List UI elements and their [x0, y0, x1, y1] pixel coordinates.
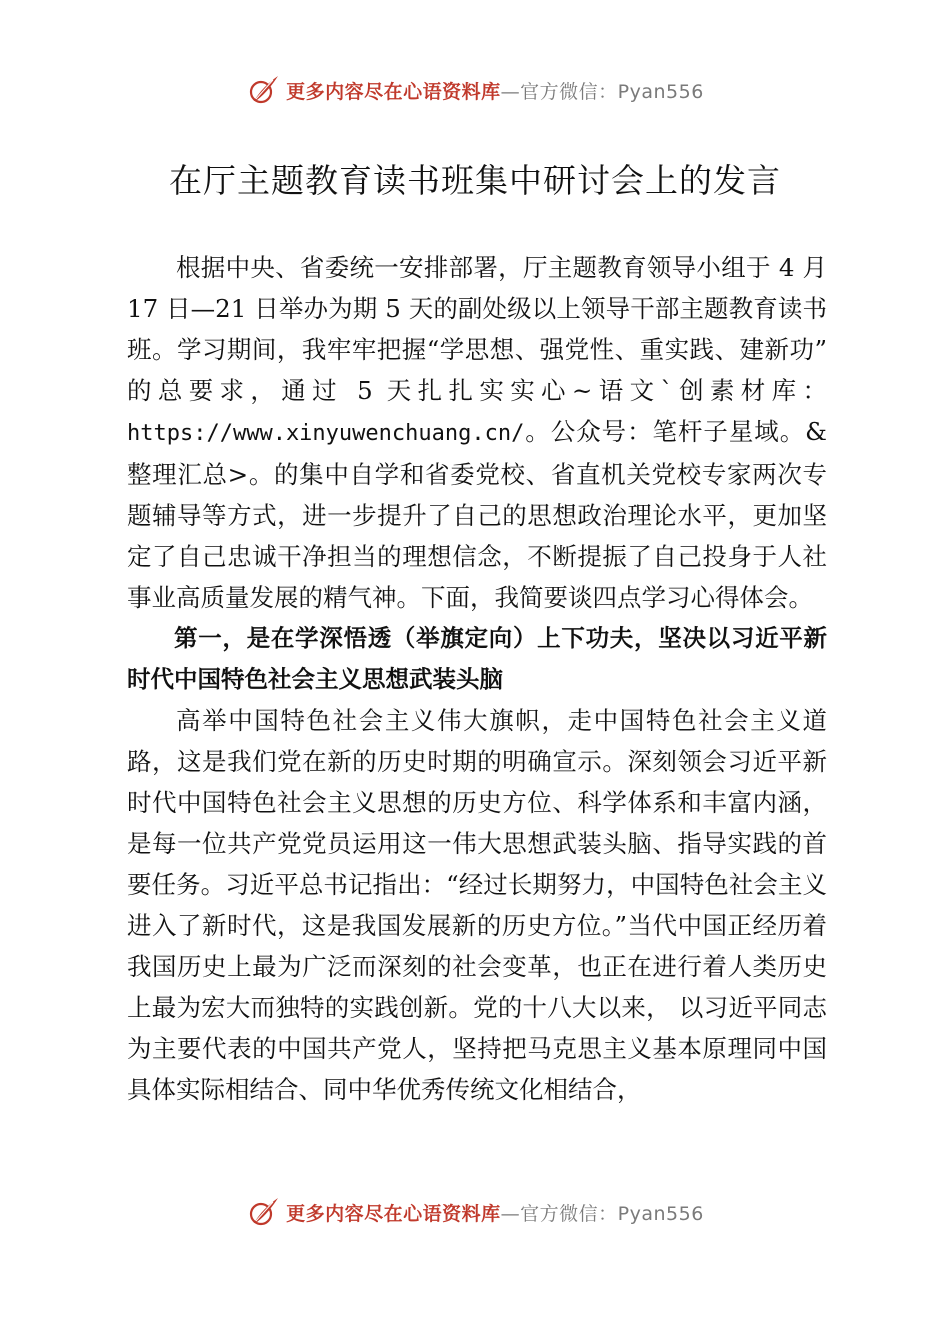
banner-brand: 更多内容尽在心语资料库	[286, 80, 501, 103]
banner-separator: —	[500, 1202, 521, 1225]
header-banner	[0, 70, 950, 110]
document-title: 在厅主题教育读书班集中研讨会上的发言	[169, 161, 781, 200]
banner-wechat: 官方微信：Pyan556	[520, 1202, 704, 1225]
banner-separator: —	[500, 80, 521, 103]
footer-banner	[0, 1192, 950, 1232]
banner-text	[286, 1199, 704, 1226]
quill-leaf-icon	[246, 1195, 280, 1229]
quill-leaf-icon	[246, 73, 280, 107]
banner-brand: 更多内容尽在心语资料库	[286, 1202, 501, 1225]
section-heading-1: 第一，是在学深悟透（举旗定向）上下功夫，坚决以习近平新时代中国特色社会主义思想武装头脑	[127, 624, 827, 693]
paragraph-intro-text-1: 根据中央、省委统一安排部署，厅主题教育领导小组于 4 月 17 日—21 日举办为期 5 天的副处级以上领导干部主题教育读书班。学习期间，我牢牢把握“学思想、强党性、重实践、建新功” 的总要求，通过 5 天扎扎实实心~语文`创素材库：	[127, 253, 827, 405]
paragraph-intro	[127, 247, 827, 618]
banner-text	[286, 77, 704, 104]
paragraph-section-1: 高举中国特色社会主义伟大旗帜，走中国特色社会主义道路，这是我们党在新的历史时期的明确宣示。深刻领会习近平新时代中国特色社会主义思想的历史方位、科学体系和丰富内涵，是每一位共产党党员运用这一伟大思想武装头脑、指导实践的首要任务。习近平总书记指出：“经过长期努力，中国特色社会主义进入了新时代，这是我国发展新的历史方位。”当代中国正经历着我国历史上最为广泛而深刻的社会变革，也正在进行着人类历史上最为宏大而独特的实践创新。党的十八大以来， 以习近平同志为主要代表的中国共产党人，坚持把马克思主义基本原理同中国具体实际相结合、同中华优秀传统文化相结合，	[127, 706, 827, 1104]
source-url: https://www.xinyuwenchuang.cn/	[127, 421, 525, 446]
banner-wechat: 官方微信：Pyan556	[520, 80, 704, 103]
document-body	[127, 247, 827, 1110]
paragraph-intro-text-2: 。公众号：笔杆子星域。&整理汇总>。的集中自学和省委党校、省直机关党校专家两次专题辅导等方式，进一步提升了自己的思想政治理论水平，更加坚定了自己忠诚干净担当的理想信念，不断提振了自己投身于人社事业高质量发展的精气神。下面，我简要谈四点学习心得体会。	[127, 417, 827, 612]
